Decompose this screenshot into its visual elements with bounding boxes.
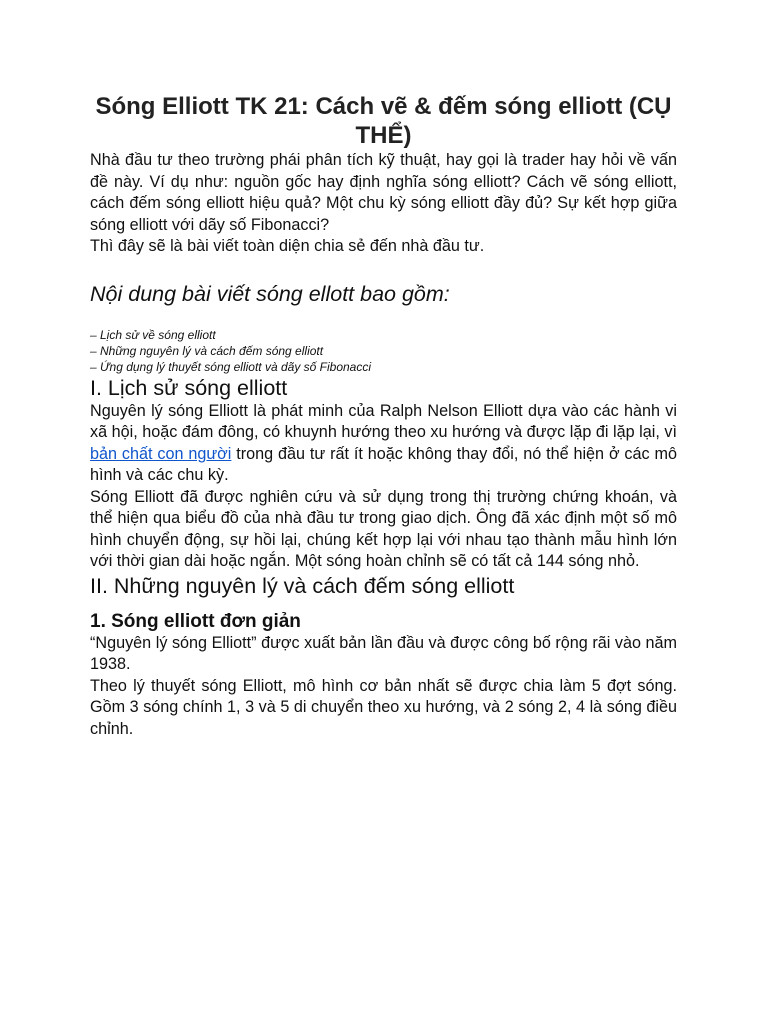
intro-paragraph: Nhà đầu tư theo trường phái phân tích kỹ thuật, hay gọi là trader hay hỏi về vấn đề này. Ví dụ như: nguồn gốc hay định nghĩa sóng elliott? Cách vẽ sóng elliott, cách đếm sóng elliott hiệu quả? Một chu kỳ sóng elliott đầy đủ? Sự kết hợp giữa sóng elliott với dãy số Fibonacci? xyxy=(90,151,677,234)
history-paragraph-1-text-a: Nguyên lý sóng Elliott là phát minh của Ralph Nelson Elliott dựa vào các hành vi xã hội, hoặc đám đông, có khuynh hướng theo xu hướng và được lặp đi lặp lại, vì xyxy=(90,401,677,441)
toc-heading: Nội dung bài viết sóng ellott bao gồm: xyxy=(90,281,450,306)
history-paragraph-1-text-b: trong đầu tư rất ít hoặc không thay đổi, nó thể hiện ở các mô hình và các chu kỳ. xyxy=(90,444,677,484)
principles-paragraph-1: “Nguyên lý sóng Elliott” được xuất bản lần đầu và được công bố rộng rãi vào năm 1938. xyxy=(90,633,677,673)
toc-item: – Lịch sử về sóng elliott xyxy=(90,327,216,342)
human-nature-link[interactable]: bản chất con người xyxy=(90,444,232,463)
document-page xyxy=(90,92,677,740)
section-heading-history: I. Lịch sử sóng elliott xyxy=(90,375,288,400)
history-paragraph-1 xyxy=(90,401,677,487)
principles-paragraph-2: Theo lý thuyết sóng Elliott, mô hình cơ bản nhất sẽ được chia làm 5 đợt sóng. Gồm 3 sóng chính 1, 3 và 5 di chuyển theo xu hướng, và 2 sóng 2, 4 là sóng điều chỉnh. xyxy=(90,676,677,738)
section-heading-principles: II. Những nguyên lý và cách đếm sóng elliott xyxy=(90,573,515,598)
page-title: Sóng Elliott TK 21: Cách vẽ & đếm sóng elliott (CỤ THỂ) xyxy=(95,93,672,149)
toc-item: – Những nguyên lý và cách đếm sóng elliott xyxy=(90,343,324,358)
toc-list xyxy=(90,327,677,375)
intro-paragraph-2: Thì đây sẽ là bài viết toàn diện chia sẻ đến nhà đầu tư. xyxy=(90,237,485,255)
history-paragraph-2: Sóng Elliott đã được nghiên cứu và sử dụng trong thị trường chứng khoán, và thể hiện qua biểu đồ của nhà đầu tư trong giao dịch. Ông đã xác định một số mô hình chuyển động, sự hồi lại, chúng kết hợp lại với nhau tạo thành mẫu hình lớn với thời gian dài hoặc ngắn. Một sóng hoàn chỉnh sẽ có tất cả 144 sóng nhỏ. xyxy=(90,487,677,570)
subsection-heading-simple-wave: 1. Sóng elliott đơn giản xyxy=(90,610,301,632)
toc-item: – Ứng dụng lý thuyết sóng elliott và dãy số Fibonacci xyxy=(90,359,372,374)
